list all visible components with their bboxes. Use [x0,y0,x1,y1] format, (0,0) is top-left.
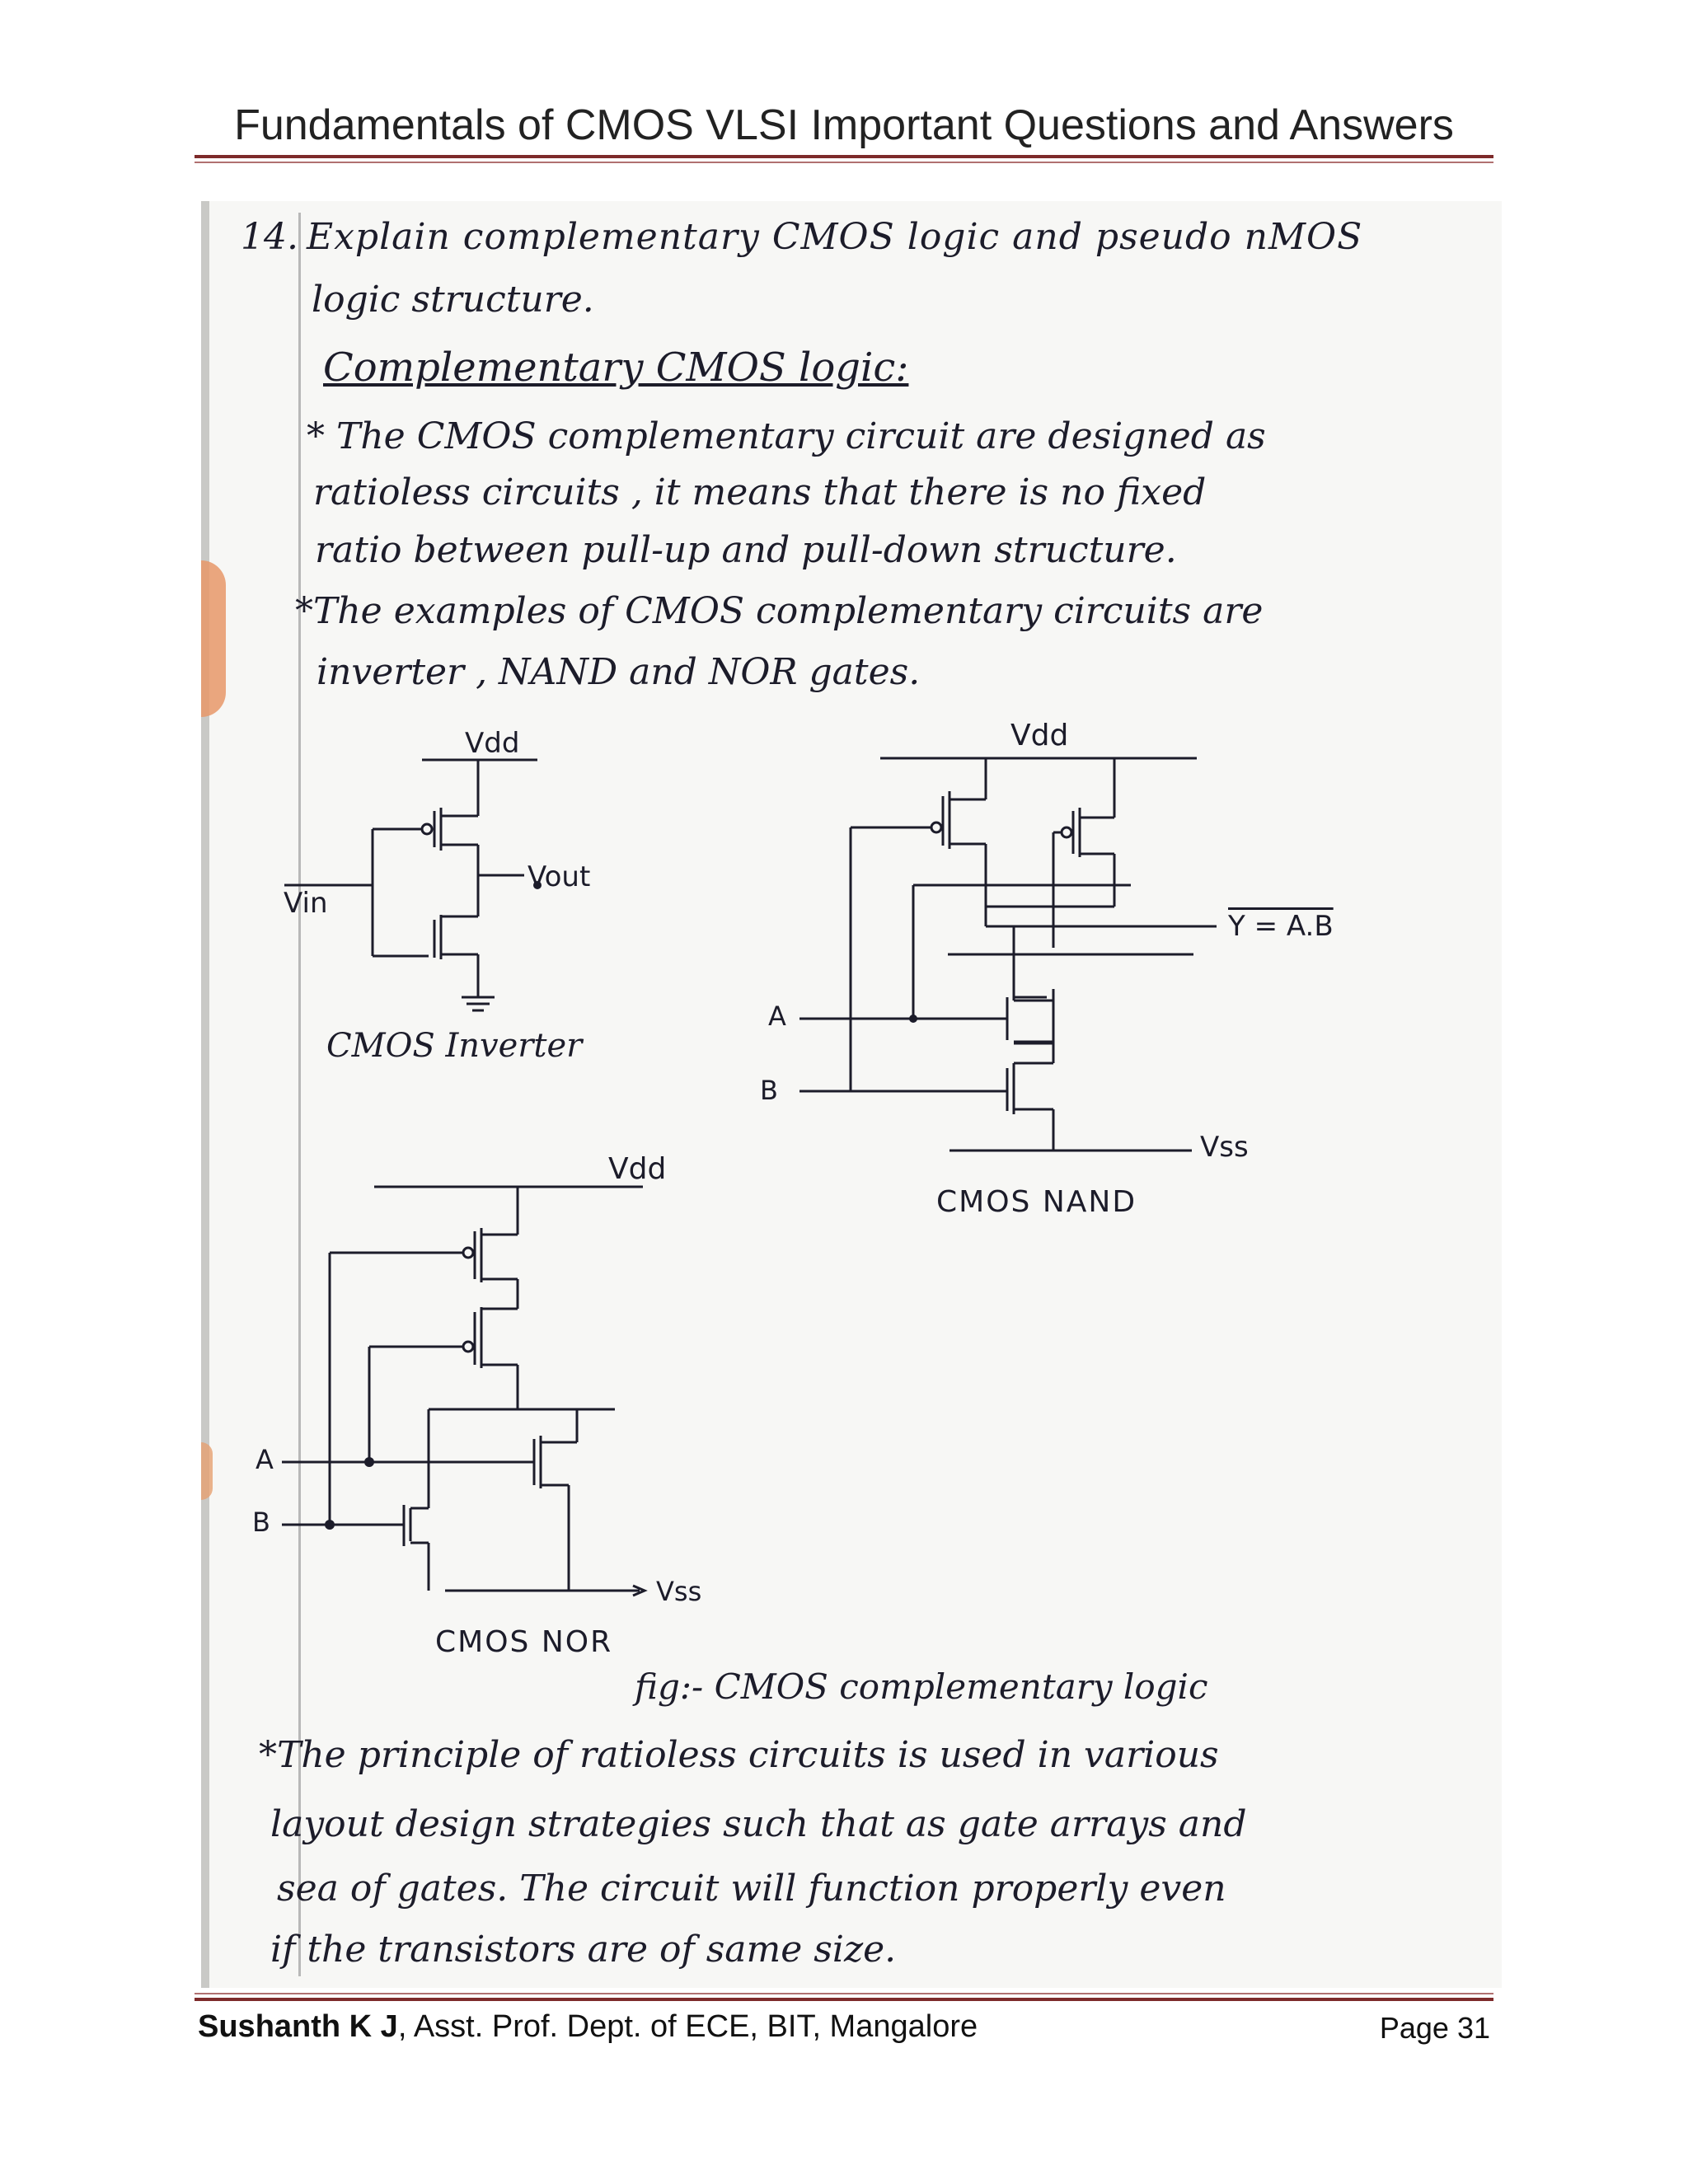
para1-line-2: ratioless circuits , it means that there is no fixed [313,471,1207,513]
footer-affiliation: , Asst. Prof. Dept. of ECE, BIT, Mangalore [397,2009,978,2044]
cmos-nor-schematic [282,1187,645,1596]
nor-node-b [325,1520,335,1530]
nor-input-b-label: B [252,1507,270,1538]
para2-line-2: inverter , NAND and NOR gates. [316,651,921,693]
para3-line-3: sea of gates. The circuit will function properly even [277,1868,1226,1910]
nand-vss-label: Vss [1200,1131,1249,1164]
question-line-2: logic structure. [312,279,594,321]
inverter-caption: CMOS Inverter [326,1027,583,1065]
cmos-inverter-schematic [284,760,537,1010]
para1-line-1: * The CMOS complementary circuit are designed as [307,415,1266,457]
inverter-vout-label: Vout [528,860,591,893]
figure-caption: fig:- CMOS complementary logic [635,1666,1208,1707]
footer-author: Sushanth K J [198,2009,398,2044]
section-heading: Complementary CMOS logic: [323,344,909,391]
para2-line-1: *The examples of CMOS complementary circuits are [295,590,1264,632]
nor-vdd-label: Vdd [608,1152,667,1186]
footer-rule-thin [195,1993,1493,1994]
para3-line-2: layout design strategies such that as gate arrays and [270,1803,1247,1845]
nand-node-a [909,1015,917,1023]
cmos-nand-schematic [799,758,1217,1151]
nand-vdd-label: Vdd [1010,719,1069,752]
nand-input-b-label: B [760,1075,778,1106]
para3-line-4: if the transistors are of same size. [270,1929,897,1971]
nor-vss-label: Vss [656,1576,702,1607]
footer-author-line [198,2009,978,2045]
nand-output-label: Y = A.B [1228,910,1334,943]
para1-line-3: ratio between pull-up and pull-down structure. [315,529,1177,571]
nor-node-a [364,1457,374,1467]
question-line-1: Explain complementary CMOS logic and pseudo nMOS [307,216,1363,258]
nor-caption: CMOS NOR [435,1625,613,1659]
nand-caption: CMOS NAND [936,1185,1137,1219]
inverter-vdd-label: Vdd [465,727,520,760]
footer-rule [195,1998,1493,2001]
para3-line-1: *The principle of ratioless circuits is used in various [259,1734,1219,1776]
footer-page-number: Page 31 [1379,2011,1490,2045]
nor-input-a-label: A [256,1444,274,1475]
nand-input-a-label: A [768,1001,786,1032]
inverter-vin-label: Vin [284,887,328,920]
page-header-title: Fundamentals of CMOS VLSI Important Questions and Answers [234,101,1454,149]
question-number: 14. [241,216,298,258]
